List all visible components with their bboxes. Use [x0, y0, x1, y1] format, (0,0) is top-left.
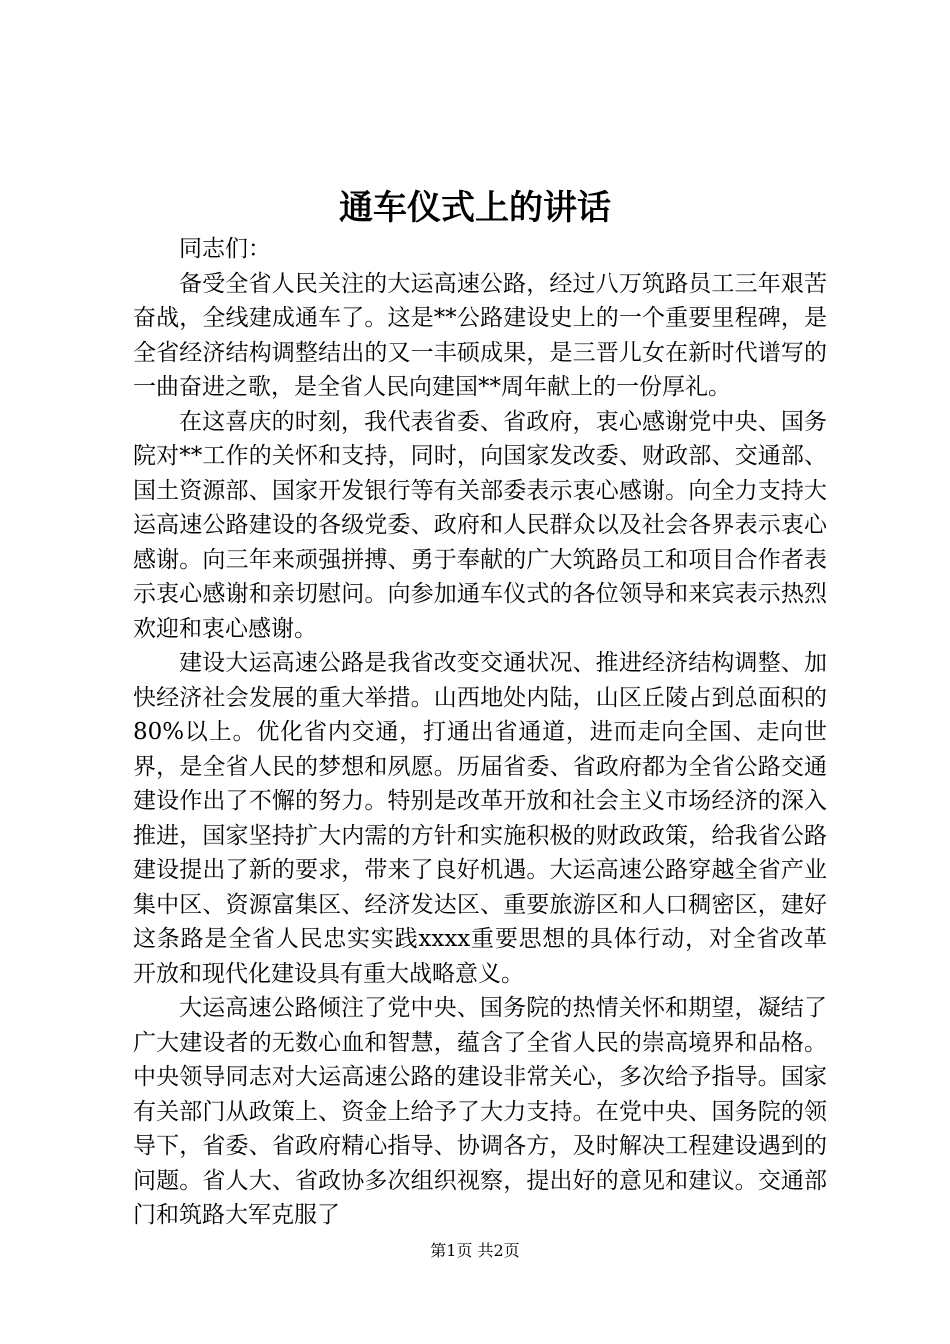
document-body	[133, 232, 827, 1233]
paragraph-2: 在这喜庆的时刻，我代表省委、省政府，衷心感谢党中央、国务院对**工作的关怀和支持，同时，向国家发改委、财政部、交通部、国土资源部、国家开发银行等有关部委表示衷心感谢。向全力支持大运高速公路建设的各级党委、政府和人民群众以及社会各界表示衷心感谢。向三年来顽强拼搏、勇于奉献的广大筑路员工和项目合作者表示衷心感谢和亲切慰问。向参加通车仪式的各位领导和来宾表示热烈欢迎和衷心感谢。	[133, 408, 827, 642]
document-title: 通车仪式上的讲话	[339, 188, 611, 228]
paragraph-1: 备受全省人民关注的大运高速公路，经过八万筑路员工三年艰苦奋战，全线建成通车了。这是**公路建设史上的一个重要里程碑，是全省经济结构调整结出的又一丰硕成果，是三晋儿女在新时代谱写的一曲奋进之歌，是全省人民向建国**周年献上的一份厚礼。	[133, 270, 827, 400]
paragraph-4: 大运高速公路倾注了党中央、国务院的热情关怀和期望，凝结了广大建设者的无数心血和智慧，蕴含了全省人民的崇高境界和品格。中央领导同志对大运高速公路的建设非常关心，多次给予指导。国家有关部门从政策上、资金上给予了大力支持。在党中央、国务院的领导下，省委、省政府精心指导、协调各方，及时解决工程建设遇到的问题。省人大、省政协多次组织视察，提出好的意见和建议。交通部门和筑路大军克服了	[133, 995, 827, 1228]
paragraph-3: 建设大运高速公路是我省改变交通状况、推进经济结构调整、加快经济社会发展的重大举措。山西地处内陆，山区丘陵占到总面积的80%以上。优化省内交通，打通出省通道，进而走向全国、走向世界，是全省人民的梦想和夙愿。历届省委、省政府都为全省公路交通建设作出了不懈的努力。特别是改革开放和社会主义市场经济的深入推进，国家坚持扩大内需的方针和实施积极的财政政策，给我省公路建设提出了新的要求，带来了良好机遇。大运高速公路穿越全省产业集中区、资源富集区、经济发达区、重要旅游区和人口稠密区，建好这条路是全省人民忠实实践xxxx重要思想的具体行动，对全省改革开放和现代化建设具有重大战略意义。	[133, 650, 827, 987]
page-footer: 第1页 共2页	[430, 1241, 520, 1260]
salutation: 同志们：	[179, 236, 271, 262]
